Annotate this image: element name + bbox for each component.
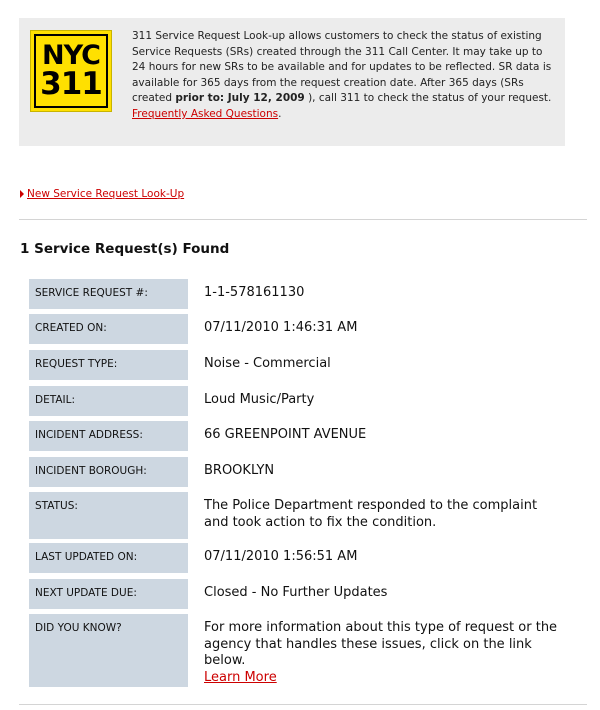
info-date-bold: prior to: July 12, 2009 [175,92,305,105]
detail-label: REQUEST TYPE: [29,350,188,380]
detail-label: DETAIL: [29,386,188,416]
detail-value: The Police Department responded to the complaint and took action to fix the condition. [204,498,538,530]
detail-value [204,620,564,686]
divider-top [19,219,587,220]
faq-link[interactable]: Frequently Asked Questions [132,107,279,120]
detail-label: STATUS: [29,492,188,539]
learn-more-link[interactable]: Learn More [204,669,277,685]
info-text-1: 311 Service Request Look-up allows customers to check the status of existing Service Requests (SRs) created through the 311 Call Center. It may take up to 24 hours for new SRs to be available and for updates to be reflected. SR data is available for 365 days from the request creation date. After 365 days (SRs created [132,30,552,105]
results-heading: 1 Service Request(s) Found [20,241,230,257]
detail-label: NEXT UPDATE DUE: [29,579,188,609]
detail-label: DID YOU KNOW? [29,614,188,687]
faq-suffix: . [278,107,282,120]
detail-label: INCIDENT ADDRESS: [29,421,188,451]
logo-text-311: 311 [40,66,102,102]
did-you-know-text: For more information about this type of request or the agency that handles these issues, click on the link below. [204,620,558,668]
detail-value: 66 GREENPOINT AVENUE [204,427,367,442]
new-lookup-link[interactable]: New Service Request Look-Up [27,188,185,200]
info-panel [19,18,565,146]
logo-text-nyc: NYC [41,40,100,71]
arrow-right-icon [20,190,24,198]
detail-value: Closed - No Further Updates [204,585,388,600]
nyc311-logo [30,30,112,112]
logo-frame [34,34,108,108]
detail-value: BROOKLYN [204,463,275,478]
detail-value: 1-1-578161130 [204,285,305,300]
detail-value: Loud Music/Party [204,392,315,407]
detail-label: CREATED ON: [29,314,188,344]
divider-bottom [19,704,587,705]
new-lookup [20,188,184,200]
detail-label: INCIDENT BOROUGH: [29,457,188,487]
detail-value: Noise - Commercial [204,356,331,371]
detail-label: SERVICE REQUEST #: [29,279,188,309]
detail-value: 07/11/2010 1:46:31 AM [204,320,358,335]
detail-label: LAST UPDATED ON: [29,543,188,573]
detail-value: 07/11/2010 1:56:51 AM [204,549,358,564]
info-text-2: ), call 311 to check the status of your request. [304,92,552,105]
info-description [132,29,557,123]
